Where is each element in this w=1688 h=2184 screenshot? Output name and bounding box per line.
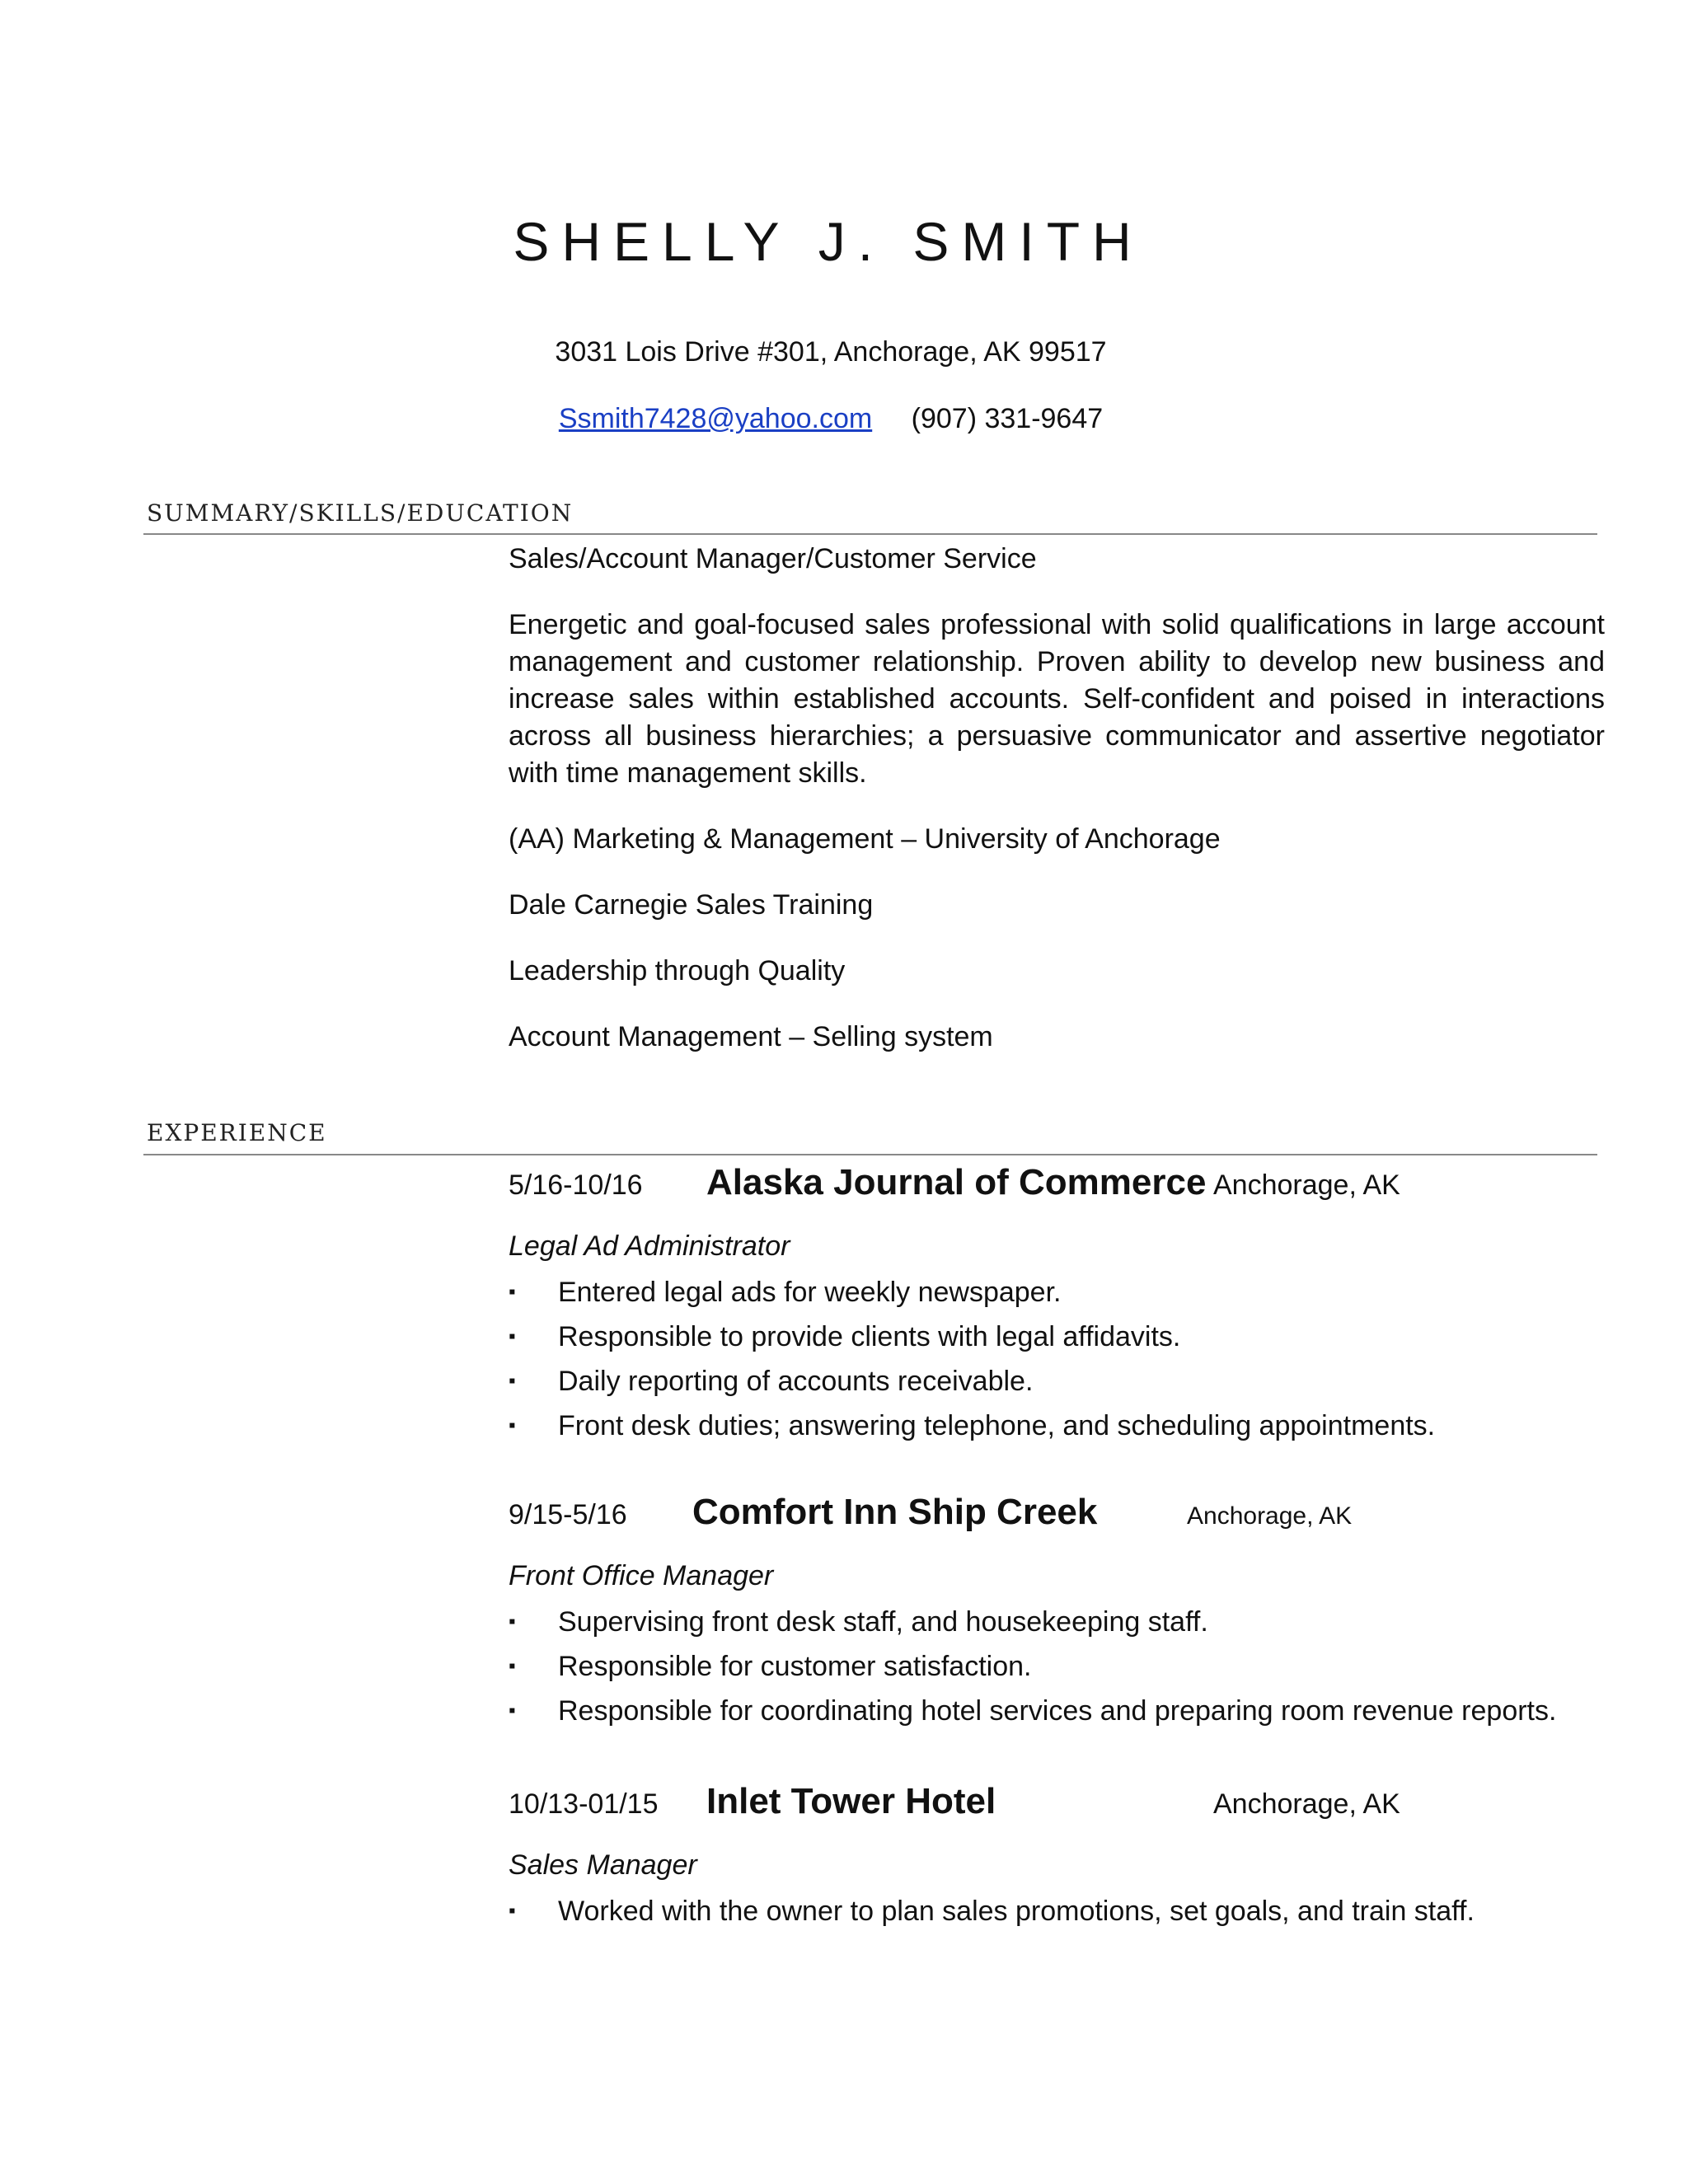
job-duties <box>509 1600 1605 1733</box>
bullet-icon: ▪ <box>509 1281 516 1303</box>
education-item: (AA) Marketing & Management – University of Anchorage <box>509 823 1221 855</box>
duty-text: Responsible for customer satisfaction. <box>558 1651 1032 1682</box>
job-location: Anchorage, AK <box>1187 1502 1353 1530</box>
experience-section-heading: EXPERIENCE <box>147 1119 327 1146</box>
duty-text: Daily reporting of accounts receivable. <box>558 1366 1034 1397</box>
duty-item <box>509 1270 1605 1315</box>
duty-text: Entered legal ads for weekly newspaper. <box>558 1277 1062 1308</box>
duty-item <box>509 1644 1605 1689</box>
job-header <box>509 1493 1605 1543</box>
bullet-icon: ▪ <box>509 1610 516 1633</box>
summary-section-heading: SUMMARY/SKILLS/EDUCATION <box>147 499 574 527</box>
job-dates: 10/13-01/15 <box>509 1788 659 1820</box>
job-header <box>509 1783 1605 1832</box>
email-link[interactable]: Ssmith7428@yahoo.com <box>558 403 873 434</box>
job-duties <box>509 1889 1605 1933</box>
education-item: Dale Carnegie Sales Training <box>509 889 874 921</box>
bullet-icon: ▪ <box>509 1370 516 1392</box>
duty-item <box>509 1359 1605 1404</box>
candidate-name: SHELLY J. SMITH <box>513 211 1144 272</box>
address: 3031 Lois Drive #301, Anchorage, AK 99517 <box>555 336 1107 368</box>
job-company: Comfort Inn Ship Creek <box>692 1492 1098 1532</box>
job-header <box>509 1164 1605 1213</box>
summary-paragraph: Energetic and goal-focused sales professional with solid qualifications in large account management and customer relationship. Proven ability to develop new business and increase sales within established accounts. Self-confident and poised in interactions across all business hierarchies; a persuasive communicator and assertive negotiator with time management skills. <box>509 609 1605 789</box>
bullet-icon: ▪ <box>509 1900 516 1922</box>
job-title: Sales Manager <box>509 1849 697 1881</box>
bullet-icon: ▪ <box>509 1325 516 1347</box>
phone-number: (907) 331-9647 <box>911 403 1104 434</box>
job-title: Front Office Manager <box>509 1560 774 1591</box>
bullet-icon: ▪ <box>509 1414 516 1436</box>
duty-text: Front desk duties; answering telephone, and scheduling appointments. <box>558 1410 1436 1441</box>
education-item: Leadership through Quality <box>509 955 846 987</box>
role-line: Sales/Account Manager/Customer Service <box>509 543 1037 574</box>
job-dates: 9/15-5/16 <box>509 1499 627 1530</box>
contact-line <box>0 403 1662 435</box>
experience-section-divider <box>143 1154 1597 1155</box>
duty-text: Responsible for coordinating hotel services and preparing room revenue reports. <box>558 1695 1557 1727</box>
duty-item <box>509 1315 1605 1359</box>
summary-section-body <box>509 541 1605 1085</box>
bullet-icon: ▪ <box>509 1699 516 1722</box>
job-duties <box>509 1270 1605 1448</box>
job-company: Alaska Journal of Commerce <box>706 1162 1207 1202</box>
job-entry <box>509 1164 1605 1448</box>
duty-item <box>509 1404 1605 1448</box>
duty-item <box>509 1889 1605 1933</box>
summary-section-divider <box>143 533 1597 535</box>
duty-text: Responsible to provide clients with legal affidavits. <box>558 1321 1181 1352</box>
job-location: Anchorage, AK <box>1213 1788 1400 1820</box>
duty-item <box>509 1600 1605 1644</box>
job-entry <box>509 1493 1605 1733</box>
duty-text: Supervising front desk staff, and housekeeping staff. <box>558 1606 1208 1638</box>
education-item: Account Management – Selling system <box>509 1021 993 1052</box>
duty-item <box>509 1689 1605 1733</box>
job-company: Inlet Tower Hotel <box>706 1781 996 1821</box>
job-dates: 5/16-10/16 <box>509 1169 643 1201</box>
job-entry <box>509 1783 1605 1933</box>
bullet-icon: ▪ <box>509 1655 516 1677</box>
job-title: Legal Ad Administrator <box>509 1230 790 1262</box>
duty-text: Worked with the owner to plan sales promotions, set goals, and train staff. <box>558 1896 1475 1927</box>
job-location: Anchorage, AK <box>1213 1169 1400 1201</box>
